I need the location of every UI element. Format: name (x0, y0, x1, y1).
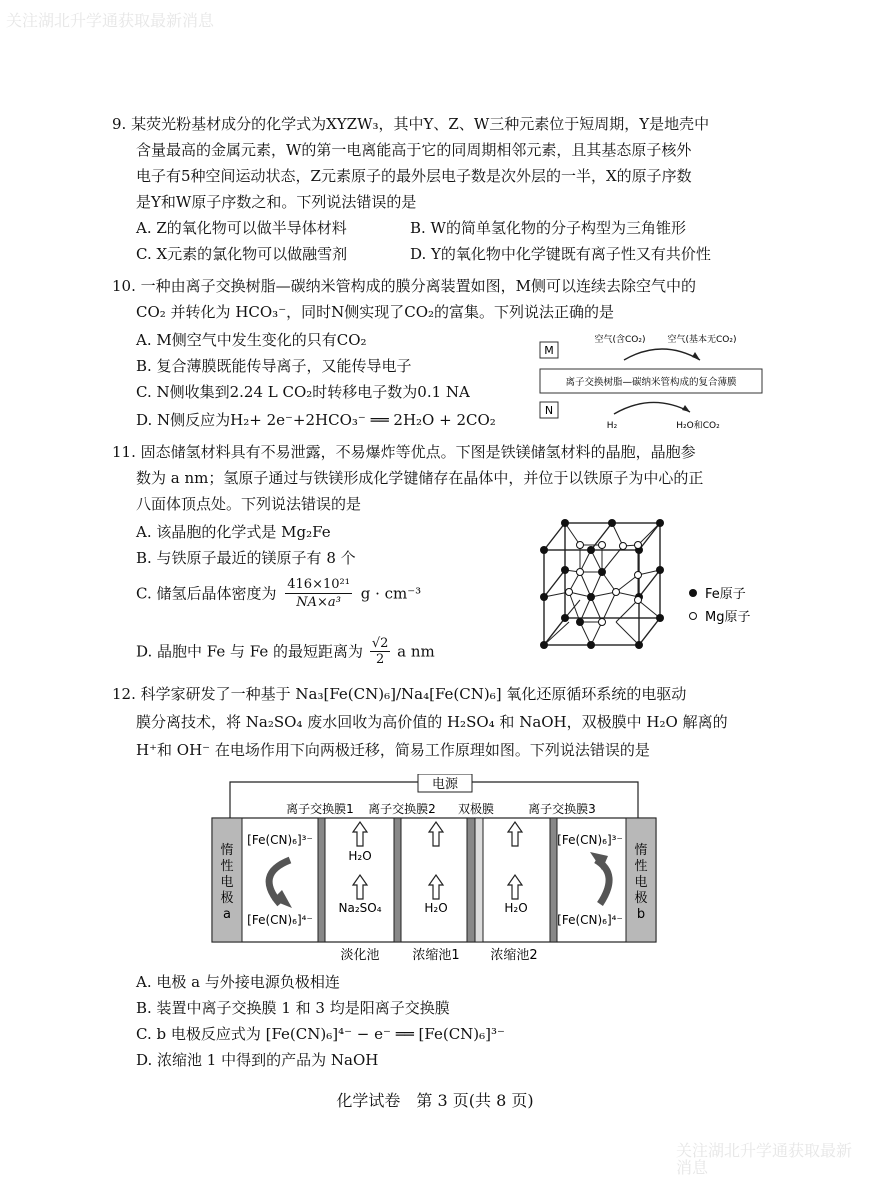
distance-unit: a nm (397, 642, 435, 661)
air-in-label: 空气(含CO₂) (594, 335, 646, 345)
n-side-arrowhead (682, 405, 690, 412)
membrane-2-label: 离子交换膜2 (368, 802, 436, 816)
watermark-bottom-line2: 消息 (676, 1158, 709, 1177)
q11-option-b: B. 与铁原子最近的镁原子有 8 个 (136, 549, 356, 567)
q10-line-1: 10. 一种由离子交换树脂—碳纳米管构成的膜分离装置如图，M侧可以连续去除空气中的 (112, 277, 696, 295)
electrode-a-char-1: 惰 (220, 843, 234, 858)
na2so4-label: Na₂SO₄ (338, 901, 382, 915)
membrane-1 (318, 818, 325, 942)
electrode-b-char-5: b (636, 907, 646, 922)
q11-line-2: 数为 a nm；氢原子通过与铁镁形成化学键储存在晶体中，并位于以铁原子为中心的正 (136, 469, 704, 487)
cell-edge-bl (544, 618, 565, 645)
q9-option-a: A. Z的氧化物可以做半导体材料 (136, 219, 347, 237)
q11-option-c (136, 576, 421, 611)
crystal-unit-cell (530, 512, 780, 652)
composite-membrane-label: 离子交换树脂—碳纳米管构成的复合薄膜 (565, 377, 737, 388)
q12-line-2: 膜分离技术，将 Na₂SO₄ 废水回收为高价值的 H₂SO₄ 和 NaOH，双极膜中 H₂O 解离的 (136, 713, 728, 731)
q11-line-3: 八面体顶点处。下列说法错误的是 (136, 495, 362, 513)
q11-line-1: 11. 固态储氢材料具有不易泄露，不易爆炸等优点。下图是铁镁储氢材料的晶胞，晶胞参 (112, 443, 696, 461)
products-label: H₂O和CO₂ (676, 421, 720, 431)
q11-option-d (136, 636, 435, 667)
q10-option-d: D. N侧反应为H₂+ 2e⁻+2HCO₃⁻ ══ 2H₂O + 2CO₂ (136, 411, 496, 429)
q10-line-2: CO₂ 并转化为 HCO₃⁻，同时N侧实现了CO₂的富集。下列说法正确的是 (136, 303, 615, 321)
right-fe3-label: [Fe(CN)₆]³⁻ (557, 833, 623, 847)
membrane-2 (394, 818, 401, 942)
legend-mg-marker (690, 613, 697, 620)
q10-option-c: C. N侧收集到2.24 L CO₂时转移电子数为0.1 NA (136, 383, 470, 401)
q11-option-c-prefix: C. 储氢后晶体密度为 (136, 584, 277, 603)
q9-line-1: 9. 某荧光粉基材成分的化学式为XYZW₃，其中Y、Z、W三种元素位于短周期，Y是地壳中 (112, 115, 710, 133)
q11-option-a: A. 该晶胞的化学式是 Mg₂Fe (136, 523, 331, 541)
bipolar-membrane-right (475, 818, 483, 942)
q12-option-c: C. b 电极反应式为 [Fe(CN)₆]⁴⁻ − e⁻ ══ [Fe(CN)₆]³⁻ (136, 1025, 505, 1043)
m-label: M (544, 344, 554, 357)
desalination-h2o-label: H₂O (348, 849, 372, 863)
distance-numerator: √2 (371, 636, 389, 651)
membrane-3-label: 离子交换膜3 (528, 802, 596, 816)
distance-denominator: 2 (375, 652, 385, 667)
q9-option-b: B. W的简单氢化物的分子构型为三角锥形 (410, 219, 686, 237)
electrode-a-char-2: 性 (220, 859, 234, 874)
right-fe4-label: [Fe(CN)₆]⁴⁻ (557, 913, 623, 927)
bipolar-membrane-label: 双极膜 (457, 802, 495, 816)
watermark-bottom (676, 1142, 852, 1176)
q12-option-b: B. 装置中离子交换膜 1 和 3 均是阳离子交换膜 (136, 999, 450, 1017)
cell-edge-tl (544, 523, 565, 550)
q9-line-4: 是Y和W原子序数之和。下列说法错误的是 (136, 193, 417, 211)
distance-fraction (370, 636, 391, 667)
electrode-b-char-1: 惰 (634, 843, 648, 858)
electrode-a-char-3: 电 (220, 875, 234, 890)
q12-option-a: A. 电极 a 与外接电源负极相连 (136, 973, 340, 991)
q9-option-d: D. Y的氧化物中化学键既有离子性又有共价性 (410, 245, 711, 263)
watermark-top: 关注湖北升学通获取最新消息 (6, 11, 215, 30)
q9-line-3: 电子有5种空间运动状态，Z元素原子的最外层电子数是次外层的一半，X的原子序数 (136, 167, 692, 185)
pool2-h2o-label: H₂O (504, 901, 528, 915)
page-footer: 化学试卷 第 3 页(共 8 页) (336, 1091, 534, 1110)
desalination-pool-label: 淡化池 (340, 948, 380, 963)
electrode-b-char-4: 极 (634, 891, 648, 906)
m-side-arrow (624, 349, 700, 360)
q11-option-d-prefix: D. 晶胞中 Fe 与 Fe 的最短距离为 (136, 642, 364, 661)
q10-option-a: A. M侧空气中发生变化的只有CO₂ (136, 331, 367, 349)
cell-edge-br (639, 618, 660, 645)
power-source-label: 电源 (431, 777, 459, 792)
q10-option-b: B. 复合薄膜既能传导离子，又能传导电子 (136, 357, 412, 375)
electrode-a-char-5: a (223, 907, 231, 922)
bipolar-membrane-left (467, 818, 475, 942)
concentration-pool-2-label: 浓缩池2 (490, 948, 538, 963)
fe-atoms (540, 519, 664, 649)
q12-line-1: 12. 科学家研发了一种基于 Na₃[Fe(CN)₆]/Na₄[Fe(CN)₆] 氧化还原循环系统的电驱动 (112, 685, 687, 703)
electrode-b-char-2: 性 (634, 859, 648, 874)
watermark-bottom-line1: 关注湖北升学通获取最新 (676, 1141, 853, 1160)
density-denominator: NA×a³ (296, 595, 341, 610)
n-side-arrow (614, 402, 690, 414)
q12-option-d: D. 浓缩池 1 中得到的产品为 NaOH (136, 1051, 379, 1069)
pool1-h2o-label: H₂O (424, 901, 448, 915)
membrane-separation-diagram (532, 330, 772, 434)
left-fe4-label: [Fe(CN)₆]⁴⁻ (247, 913, 313, 927)
legend-mg-label: Mg原子 (705, 610, 751, 625)
m-side-arrowhead (692, 352, 700, 360)
electrodialysis-diagram (210, 774, 662, 964)
air-out-label: 空气(基本无CO₂) (667, 335, 737, 345)
legend-fe-label: Fe原子 (705, 587, 746, 602)
density-fraction (285, 576, 352, 611)
q12-line-3: H⁺和 OH⁻ 在电场作用下向两极迁移，简易工作原理如图。下列说法错误的是 (136, 741, 650, 759)
membrane-1-label: 离子交换膜1 (286, 802, 354, 816)
h2-label: H₂ (606, 421, 618, 431)
legend-fe-marker (689, 589, 697, 597)
q9-line-2: 含量最高的金属元素，W的第一电离能高于它的同周期相邻元素，且其基态原子核外 (136, 141, 692, 159)
density-unit: g · cm⁻³ (360, 584, 422, 603)
electrode-a-char-4: 极 (220, 891, 234, 906)
density-numerator: 416×10²¹ (287, 577, 350, 592)
membrane-3 (550, 818, 557, 942)
left-fe3-label: [Fe(CN)₆]³⁻ (247, 833, 313, 847)
concentration-pool-1-label: 浓缩池1 (412, 948, 460, 963)
cell-edge-tr (639, 523, 660, 550)
q9-option-c: C. X元素的氯化物可以做融雪剂 (136, 245, 348, 263)
electrode-b-char-3: 电 (634, 875, 648, 890)
n-label: N (544, 404, 554, 417)
